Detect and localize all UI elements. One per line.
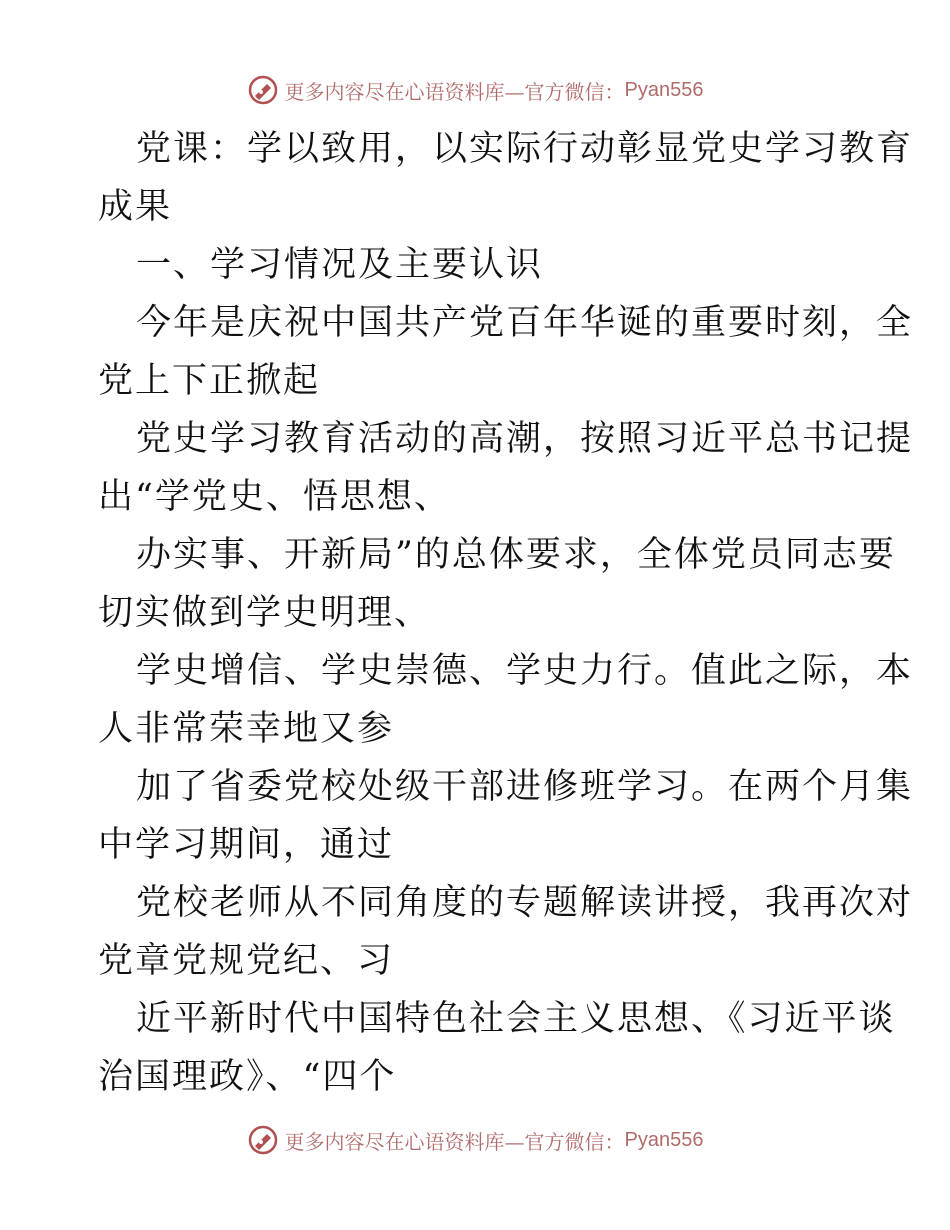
document-title-line-1: 党课：学以致用，以实际行动彰显党史学习教育	[136, 129, 914, 169]
text-line: 学史增信、学史崇德、学史力行。值此之际，本	[136, 651, 914, 691]
text-line: 中学习期间，通过	[98, 825, 395, 865]
text-line: 近平新时代中国特色社会主义思想、《习近平谈	[136, 999, 896, 1039]
text-line: 今年是庆祝中国共产党百年华诞的重要时刻，全	[136, 303, 914, 343]
text-line: 党校老师从不同角度的专题解读讲授，我再次对	[136, 883, 914, 923]
text-line: 党章党规党纪、习	[98, 941, 395, 981]
text-line: 人非常荣幸地又参	[98, 709, 395, 749]
footer-banner-text: 更多内容尽在心语资料库—官方微信：	[284, 1129, 625, 1154]
header-banner-text: 更多内容尽在心语资料库—官方微信：	[284, 79, 625, 104]
header-banner	[0, 70, 950, 110]
text-line: 出“学党史、悟思想、	[98, 477, 451, 517]
footer-banner-brand: Pyan556	[624, 1128, 704, 1151]
document-title-line-2: 成果	[98, 187, 173, 227]
text-line: 党上下正掀起	[98, 361, 321, 401]
text-line: 治国理政》、“四个	[98, 1057, 397, 1097]
footer-banner	[0, 1120, 950, 1160]
header-banner-brand: Pyan556	[624, 78, 704, 101]
document-body	[98, 120, 914, 1106]
text-line: 加了省委党校处级干部进修班学习。在两个月集	[136, 767, 914, 807]
section-heading: 一、学习情况及主要认识	[136, 245, 544, 285]
text-line: 党史学习教育活动的高潮，按照习近平总书记提	[136, 419, 914, 459]
text-line: 切实做到学史明理、	[98, 593, 432, 633]
text-line: 办实事、开新局”的总体要求，全体党员同志要	[136, 535, 896, 575]
pen-nib-logo-icon	[247, 74, 279, 106]
pen-nib-logo-icon	[247, 1124, 279, 1156]
